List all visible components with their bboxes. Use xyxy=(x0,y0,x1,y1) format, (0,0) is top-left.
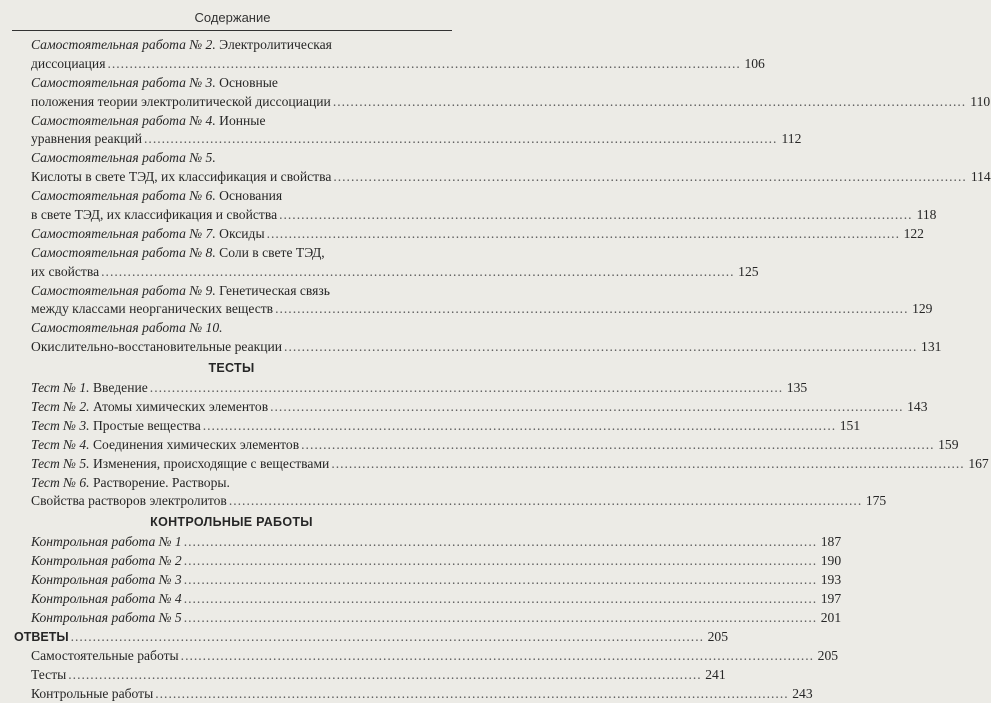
dot-leader xyxy=(270,398,903,417)
toc-entry-title: Оксиды xyxy=(216,226,265,241)
page-number: 151 xyxy=(838,417,860,436)
toc-line[interactable] xyxy=(14,282,449,301)
page-number: 205 xyxy=(706,628,728,647)
toc-entry-label: Контрольная работа № 5 xyxy=(31,610,182,625)
toc-line[interactable] xyxy=(14,398,449,417)
toc-entry-text xyxy=(31,93,331,112)
dot-leader xyxy=(333,93,966,112)
toc-entry-title: диссоциация xyxy=(31,56,105,71)
toc-entry-label: Тест № 5. xyxy=(31,456,90,471)
page-number: 114 xyxy=(969,168,991,187)
toc-entry-title: Контрольные работы xyxy=(31,686,153,701)
toc-entry-title: Введение xyxy=(90,380,148,395)
toc-entry-text xyxy=(31,300,273,319)
dot-leader xyxy=(150,379,783,398)
dot-leader xyxy=(301,436,934,455)
toc-entry-title: Кислоты в свете ТЭД, их классификация и свойства xyxy=(31,169,331,184)
toc-entry-text xyxy=(31,168,331,187)
toc-entry-text xyxy=(31,492,227,511)
toc-entry-text xyxy=(31,338,282,357)
toc-entry-label: Самостоятельная работа № 8. xyxy=(31,245,216,260)
toc-entry-label: Самостоятельная работа № 5. xyxy=(31,150,216,165)
toc-entry-text xyxy=(31,609,182,628)
toc-entry-title: в свете ТЭД, их классификация и свойства xyxy=(31,207,277,222)
page-number: 131 xyxy=(919,338,941,357)
table-of-contents xyxy=(14,36,449,703)
toc-entry-text xyxy=(31,112,265,131)
toc-entry-label: Самостоятельная работа № 6. xyxy=(31,188,216,203)
toc-entry-text xyxy=(31,666,66,685)
page-number: 110 xyxy=(968,93,990,112)
toc-entry-text xyxy=(31,187,282,206)
dot-leader xyxy=(184,533,817,552)
toc-entry-label: Самостоятельная работа № 2. xyxy=(31,37,216,52)
toc-entry-title: Растворение. Растворы. xyxy=(90,475,230,490)
toc-line[interactable] xyxy=(14,417,449,436)
toc-entry-text xyxy=(31,398,268,417)
toc-entry-label: Тест № 4. xyxy=(31,437,90,452)
dot-leader xyxy=(284,338,917,357)
toc-line[interactable] xyxy=(14,338,449,357)
toc-entry-text xyxy=(31,571,182,590)
page-number: 125 xyxy=(737,263,759,282)
toc-line[interactable] xyxy=(14,300,449,319)
toc-entry-text xyxy=(31,552,182,571)
toc-entry-title: Ионные xyxy=(216,113,266,128)
dot-leader xyxy=(229,492,862,511)
toc-line[interactable] xyxy=(14,244,449,263)
toc-entry-text xyxy=(31,263,99,282)
toc-line[interactable] xyxy=(14,455,449,474)
toc-entry-title: их свойства xyxy=(31,264,99,279)
page-number: 205 xyxy=(816,647,838,666)
toc-entry-title: между классами неорганических веществ xyxy=(31,301,273,316)
toc-entry-title: Соединения химических элементов xyxy=(90,437,300,452)
dot-leader xyxy=(184,609,817,628)
toc-line[interactable] xyxy=(14,55,449,74)
dot-leader xyxy=(181,647,814,666)
section-heading-tests: ТЕСТЫ xyxy=(14,357,449,379)
toc-line[interactable] xyxy=(14,130,449,149)
page-number: 106 xyxy=(743,55,765,74)
toc-line[interactable] xyxy=(14,552,449,571)
page-number: 159 xyxy=(937,436,959,455)
page-number: 197 xyxy=(819,590,841,609)
toc-line[interactable] xyxy=(14,36,449,55)
toc-entry-label: Самостоятельная работа № 9. xyxy=(31,283,216,298)
toc-entry-title: Простые вещества xyxy=(90,418,201,433)
toc-entry-title: Тесты xyxy=(31,667,66,682)
toc-line[interactable] xyxy=(14,571,449,590)
dot-leader xyxy=(331,455,964,474)
toc-line[interactable] xyxy=(14,187,449,206)
toc-line[interactable] xyxy=(14,319,449,338)
page-number: 167 xyxy=(967,455,989,474)
toc-entry-text xyxy=(31,149,216,168)
toc-entry-text xyxy=(31,319,223,338)
dot-leader xyxy=(184,590,817,609)
dot-leader xyxy=(144,130,777,149)
toc-entry-label: Самостоятельная работа № 7. xyxy=(31,226,216,241)
toc-line[interactable] xyxy=(14,436,449,455)
toc-line[interactable] xyxy=(14,590,449,609)
dot-leader xyxy=(68,666,701,685)
toc-entry-label: Контрольная работа № 2 xyxy=(31,553,182,568)
toc-entry-title: Изменения, происходящие с веществами xyxy=(90,456,330,471)
toc-line[interactable] xyxy=(14,609,449,628)
toc-entry-label: Самостоятельная работа № 10. xyxy=(31,320,223,335)
toc-entry-text xyxy=(31,533,182,552)
toc-line[interactable] xyxy=(14,149,449,168)
page-number: 129 xyxy=(910,300,932,319)
toc-entry-title: Основания xyxy=(216,188,282,203)
toc-line[interactable] xyxy=(14,685,449,703)
toc-line[interactable] xyxy=(14,379,449,398)
dot-leader xyxy=(267,225,900,244)
toc-entry-text xyxy=(31,36,332,55)
page-number: 190 xyxy=(819,552,841,571)
toc-entry-label: Самостоятельная работа № 3. xyxy=(31,75,216,90)
dot-leader xyxy=(279,206,912,225)
header-divider xyxy=(12,30,452,31)
page-number: 193 xyxy=(819,571,841,590)
toc-entry-title: Окислительно-восстановительные реакции xyxy=(31,339,282,354)
toc-line[interactable] xyxy=(14,263,449,282)
page-number: 135 xyxy=(785,379,807,398)
toc-entry-text xyxy=(31,417,201,436)
toc-entry-label: Контрольная работа № 1 xyxy=(31,534,182,549)
dot-leader xyxy=(107,55,740,74)
toc-line[interactable] xyxy=(14,666,449,685)
toc-entry-label: Тест № 6. xyxy=(31,475,90,490)
toc-entry-text xyxy=(31,379,148,398)
page-header: Содержание xyxy=(0,10,465,25)
toc-entry-text xyxy=(31,206,277,225)
page-number: 118 xyxy=(914,206,936,225)
toc-entry-text xyxy=(31,590,182,609)
toc-line[interactable] xyxy=(14,74,449,93)
toc-line[interactable] xyxy=(14,112,449,131)
dot-leader xyxy=(203,417,836,436)
dot-leader xyxy=(101,263,734,282)
toc-entry-title: Свойства растворов электролитов xyxy=(31,493,227,508)
toc-entry-title: Атомы химических элементов xyxy=(90,399,269,414)
page-number: 112 xyxy=(779,130,801,149)
toc-entry-title: Основные xyxy=(216,75,278,90)
toc-entry-title: уравнения реакций xyxy=(31,131,142,146)
page-number: 243 xyxy=(791,685,813,703)
toc-entry-text xyxy=(31,436,299,455)
toc-entry-text xyxy=(31,225,265,244)
page-number: 201 xyxy=(819,609,841,628)
answers-label: ОТВЕТЫ xyxy=(14,628,69,647)
dot-leader xyxy=(155,685,788,703)
toc-entry-label: Контрольная работа № 3 xyxy=(31,572,182,587)
toc-entry-title: Генетическая связь xyxy=(216,283,330,298)
toc-entry-text xyxy=(31,455,329,474)
toc-entry-text xyxy=(31,474,230,493)
toc-entry-text xyxy=(31,685,153,703)
toc-line[interactable] xyxy=(14,93,449,112)
toc-line[interactable] xyxy=(14,225,449,244)
dot-leader xyxy=(333,168,966,187)
toc-entry-title: Соли в свете ТЭД, xyxy=(216,245,325,260)
toc-entry-text xyxy=(31,74,278,93)
section-heading-control: КОНТРОЛЬНЫЕ РАБОТЫ xyxy=(14,511,449,533)
dot-leader xyxy=(184,571,817,590)
toc-entry-text xyxy=(31,130,142,149)
toc-entry-text xyxy=(31,282,330,301)
toc-line[interactable] xyxy=(14,474,449,493)
dot-leader xyxy=(71,628,704,647)
toc-entry-label: Контрольная работа № 4 xyxy=(31,591,182,606)
page-number: 187 xyxy=(819,533,841,552)
page-number: 143 xyxy=(906,398,928,417)
page-number: 175 xyxy=(864,492,886,511)
toc-entry-title: Самостоятельные работы xyxy=(31,648,179,663)
toc-entry-title: положения теории электролитической диссоциации xyxy=(31,94,331,109)
dot-leader xyxy=(184,552,817,571)
dot-leader xyxy=(275,300,908,319)
toc-line[interactable] xyxy=(14,533,449,552)
toc-entry-label: Тест № 1. xyxy=(31,380,90,395)
page-number: 241 xyxy=(704,666,726,685)
toc-entry-text xyxy=(31,55,105,74)
toc-line[interactable] xyxy=(14,168,449,187)
toc-entry-label: Тест № 3. xyxy=(31,418,90,433)
page-number: 122 xyxy=(902,225,924,244)
toc-line[interactable] xyxy=(14,206,449,225)
toc-entry-text xyxy=(31,647,179,666)
toc-entry-label: Тест № 2. xyxy=(31,399,90,414)
toc-line[interactable] xyxy=(14,492,449,511)
toc-entry-text xyxy=(31,244,325,263)
toc-line-answers[interactable] xyxy=(14,628,449,647)
toc-entry-title: Электролитическая xyxy=(216,37,332,52)
toc-line[interactable] xyxy=(14,647,449,666)
toc-entry-label: Самостоятельная работа № 4. xyxy=(31,113,216,128)
